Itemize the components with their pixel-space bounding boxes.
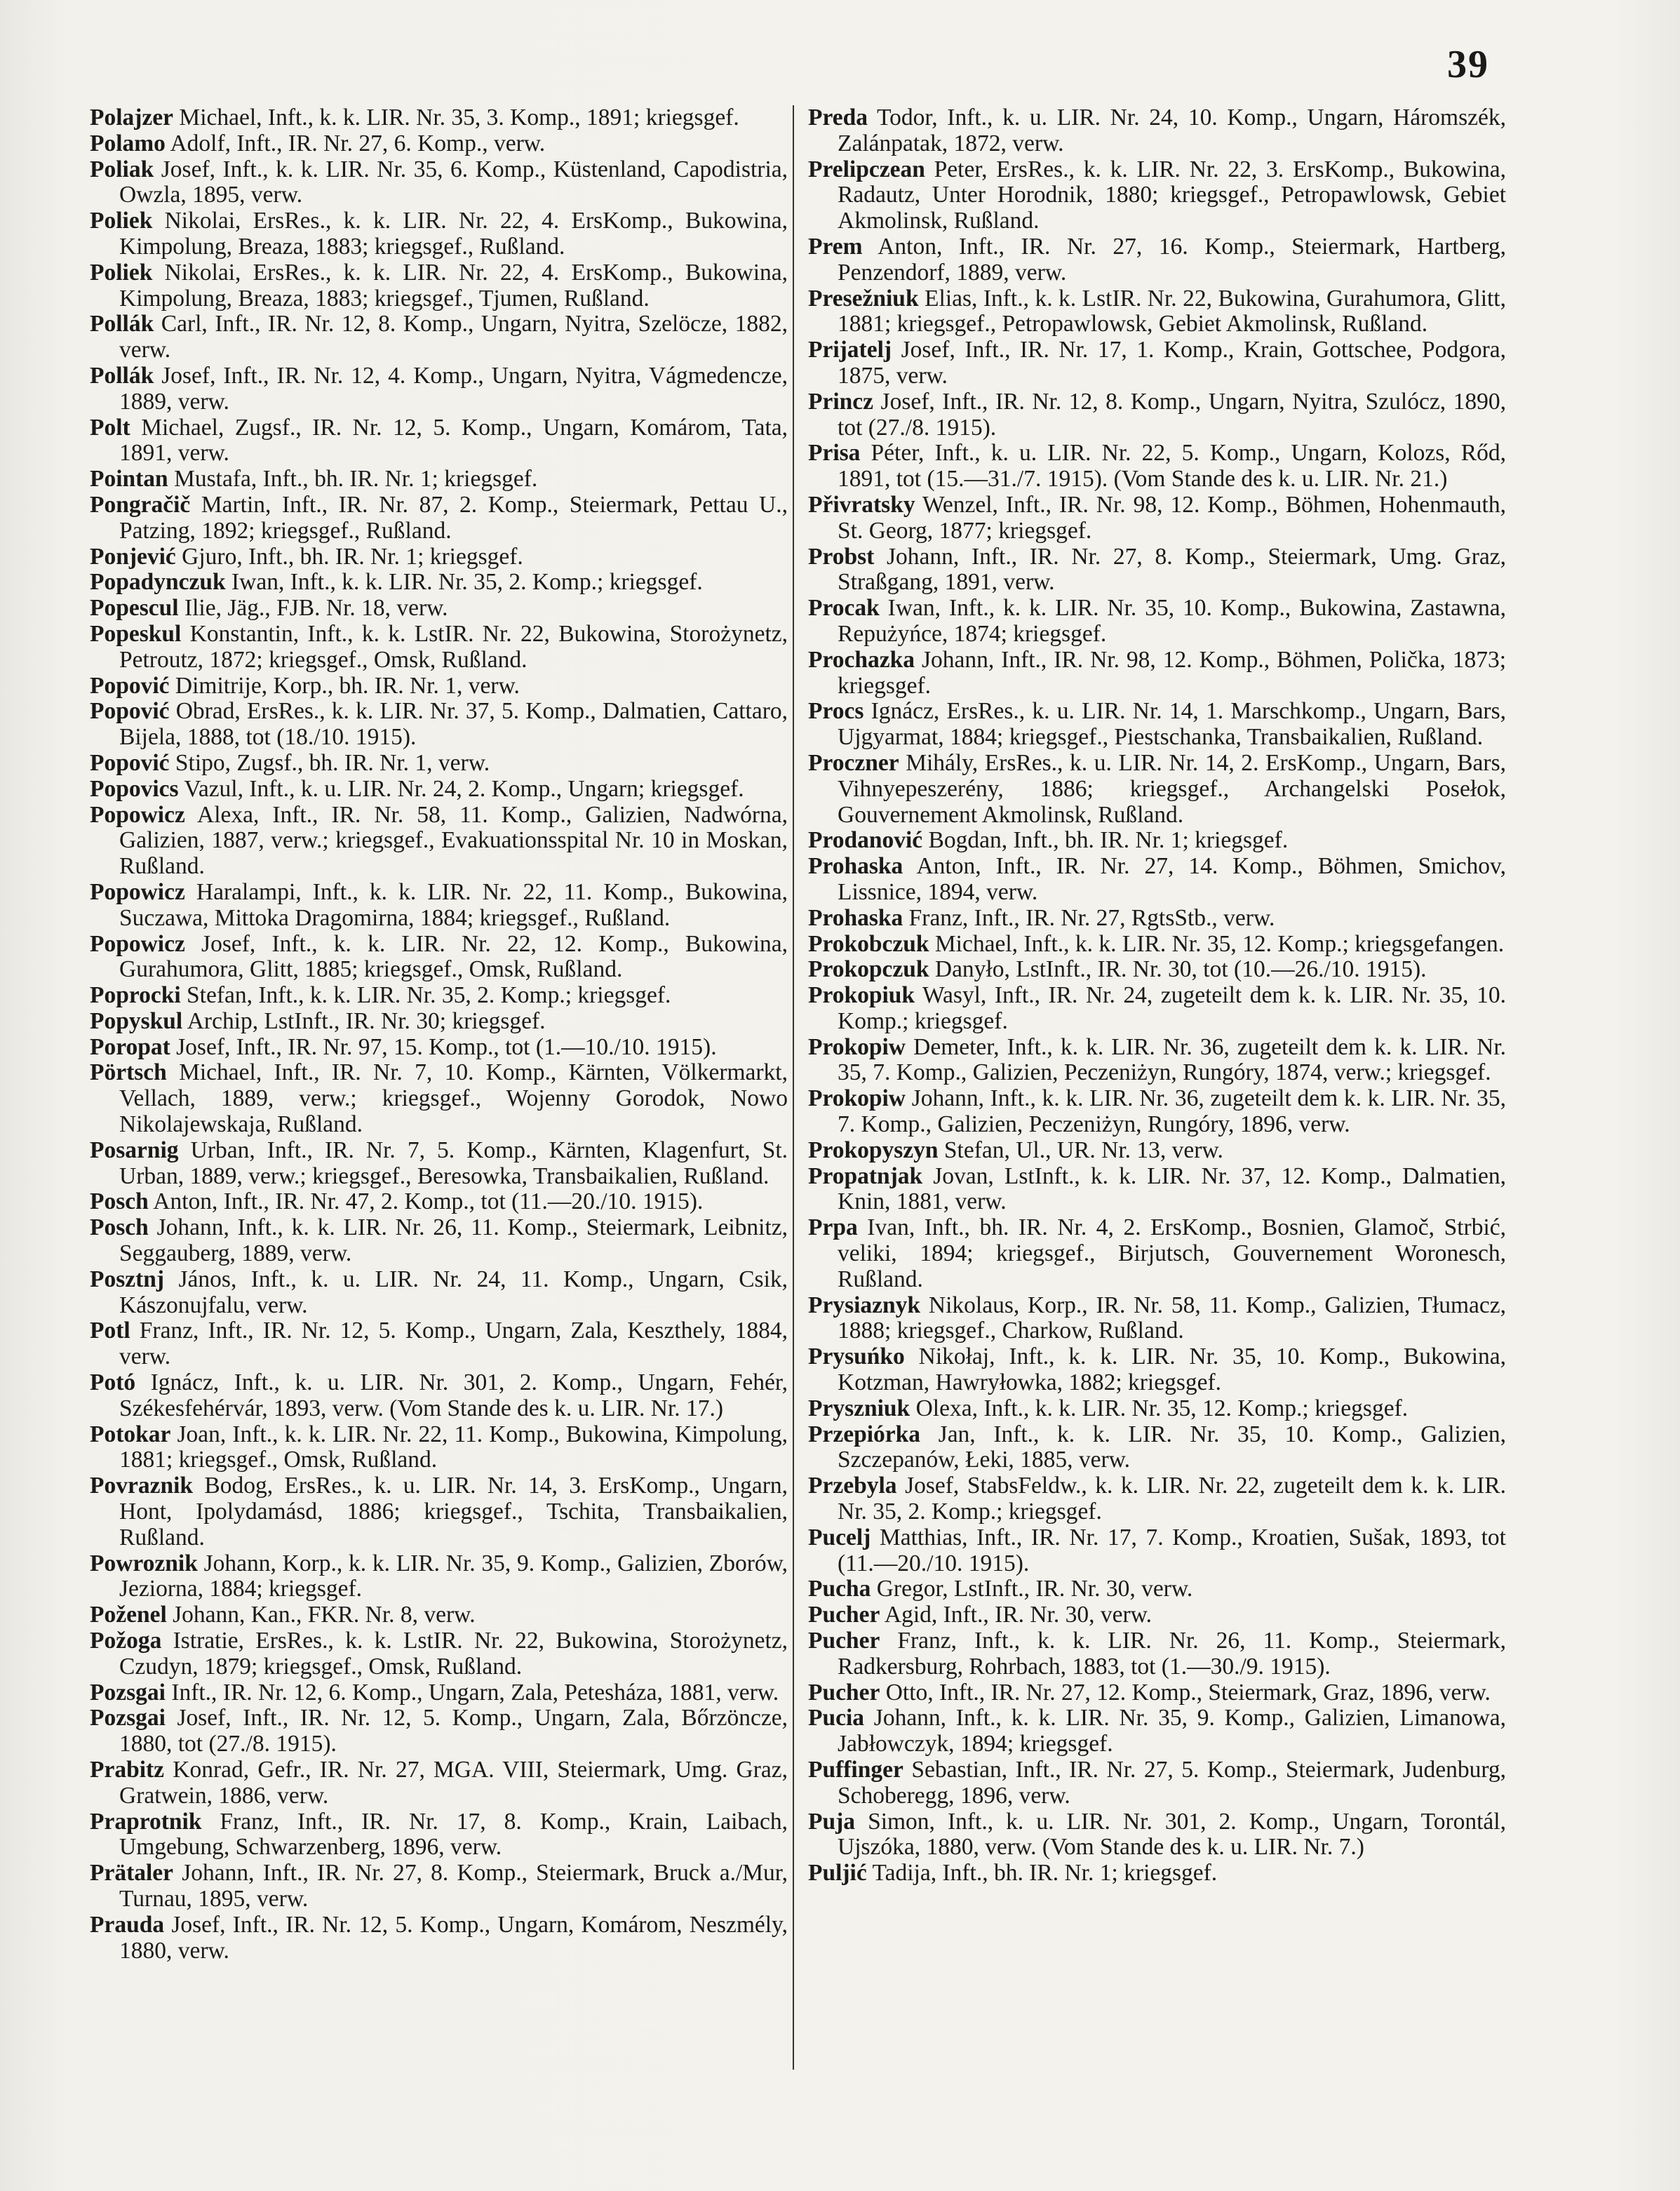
entry-surname: Poprocki bbox=[90, 982, 181, 1009]
list-entry bbox=[90, 1318, 788, 1370]
entry-details: Ilie, Jäg., FJB. Nr. 18, verw. bbox=[184, 595, 448, 622]
entry-surname: Procs bbox=[808, 698, 864, 725]
entry-details: Wenzel, Inft., IR. Nr. 98, 12. Komp., Böhmen, Hohenmauth, St. Georg, 1877; kriegsgef. bbox=[838, 491, 1506, 544]
entry-surname: Pozsgai bbox=[90, 1679, 166, 1706]
list-entry bbox=[90, 880, 788, 932]
entry-details: Josef, Inft., k. k. LIR. Nr. 22, 12. Komp., Bukowina, Gurahumora, Glitt, 1885; kriegsgef., Omsk, Rußland. bbox=[119, 930, 788, 983]
list-entry bbox=[90, 1009, 788, 1035]
entry-surname: Procak bbox=[808, 595, 880, 622]
list-entry bbox=[90, 1422, 788, 1474]
entry-surname: Poliek bbox=[90, 208, 153, 234]
entry-surname: Posarnig bbox=[90, 1137, 179, 1163]
entry-details: Gregor, LstInft., IR. Nr. 30, verw. bbox=[876, 1576, 1193, 1602]
entry-details: Carl, Inft., IR. Nr. 12, 8. Komp., Ungarn, Nyitra, Szelöcze, 1882, verw. bbox=[119, 311, 788, 363]
entry-details: Jovan, LstInft., k. k. LIR. Nr. 37, 12. Komp., Dalmatien, Knin, 1881, verw. bbox=[838, 1162, 1506, 1215]
entry-surname: Pucha bbox=[808, 1576, 871, 1602]
entry-surname: Pörtsch bbox=[90, 1059, 167, 1086]
list-entry bbox=[90, 363, 788, 415]
entry-details: Demeter, Inft., k. k. LIR. Nr. 36, zugeteilt dem k. k. LIR. Nr. 35, 7. Komp., Galizien, Peczeniżyn, Rungóry, 1874, verw.; kriegsgef. bbox=[838, 1033, 1506, 1086]
entry-details: Mustafa, Inft., bh. IR. Nr. 1; kriegsgef. bbox=[174, 466, 538, 493]
list-entry bbox=[90, 1706, 788, 1757]
entry-surname: Pucia bbox=[808, 1705, 865, 1731]
list-entry bbox=[90, 1628, 788, 1680]
entry-details: Anton, Inft., IR. Nr. 27, 16. Komp., Steiermark, Hartberg, Penzendorf, 1889, verw. bbox=[838, 233, 1506, 286]
entry-details: Josef, Inft., IR. Nr. 12, 4. Komp., Ungarn, Nyitra, Vágmedencze, 1889, verw. bbox=[119, 362, 788, 415]
entry-details: Inft., IR. Nr. 12, 6. Komp., Ungarn, Zala, Petesháza, 1881, verw. bbox=[171, 1679, 779, 1706]
entry-surname: Prokopyszyn bbox=[808, 1137, 939, 1163]
entry-details: Johann, Inft., IR. Nr. 98, 12. Komp., Böhmen, Polička, 1873; kriegsgef. bbox=[838, 646, 1506, 699]
entry-surname: Prisa bbox=[808, 440, 861, 467]
entry-details: Obrad, ErsRes., k. k. LIR. Nr. 37, 5. Komp., Dalmatien, Cattaro, Bijela, 1888, tot (18./10. 1915). bbox=[119, 698, 788, 751]
list-entry bbox=[90, 596, 788, 622]
entry-details: Anton, Inft., IR. Nr. 47, 2. Komp., tot (11.—20./10. 1915). bbox=[153, 1188, 704, 1215]
list-entry bbox=[90, 622, 788, 674]
list-entry bbox=[90, 467, 788, 493]
entry-details: Jan, Inft., k. k. LIR. Nr. 35, 10. Komp., Galizien, Szczepanów, Łeki, 1885, verw. bbox=[838, 1421, 1506, 1473]
entry-details: Vazul, Inft., k. u. LIR. Nr. 24, 2. Komp., Ungarn; kriegsgef. bbox=[184, 775, 744, 802]
list-entry bbox=[90, 1215, 788, 1267]
entry-details: Franz, Inft., IR. Nr. 27, RgtsStb., verw. bbox=[908, 904, 1275, 931]
entry-surname: Popowicz bbox=[90, 878, 185, 905]
entry-surname: Prätaler bbox=[90, 1860, 174, 1887]
entry-surname: Poliak bbox=[90, 156, 154, 182]
list-entry bbox=[808, 751, 1506, 828]
list-entry bbox=[808, 1525, 1506, 1577]
list-entry bbox=[90, 260, 788, 312]
entry-details: Mihály, ErsRes., k. u. LIR. Nr. 14, 2. ErsKomp., Ungarn, Bars, Vihnyepeszerény, 1886; kriegsgef., Archangelski Posełok, Gouvernement Akmolinsk, Rußland. bbox=[838, 749, 1506, 828]
entry-details: Danyło, LstInft., IR. Nr. 30, tot (10.—26./10. 1915). bbox=[934, 956, 1427, 983]
entry-details: Haralampi, Inft., k. k. LIR. Nr. 22, 11. Komp., Bukowina, Suczawa, Mittoka Dragomirna, 1884; kriegsgef., Rußland. bbox=[119, 878, 788, 931]
entry-surname: Posch bbox=[90, 1188, 149, 1215]
page-number: 39 bbox=[1447, 43, 1489, 86]
list-entry bbox=[90, 1602, 788, 1628]
entry-surname: Přivratsky bbox=[808, 491, 915, 518]
entry-surname: Prabitz bbox=[90, 1757, 165, 1783]
list-entry bbox=[90, 131, 788, 157]
entry-surname: Prodanović bbox=[808, 827, 923, 854]
list-entry bbox=[90, 983, 788, 1009]
entry-surname: Prijatelj bbox=[808, 337, 892, 363]
entry-surname: Prohaska bbox=[808, 904, 903, 931]
list-entry bbox=[90, 751, 788, 777]
entry-surname: Przebyla bbox=[808, 1473, 897, 1499]
entry-details: Ivan, Inft., bh. IR. Nr. 4, 2. ErsKomp., Bosnien, Glamoč, Strbić, veliki, 1894; kriegsgef., Birjutsch, Gouvernement Woronesch, Rußland. bbox=[838, 1214, 1506, 1292]
entry-details: Josef, Inft., IR. Nr. 12, 8. Komp., Ungarn, Nyitra, Szulócz, 1890, tot (27./8. 1915). bbox=[838, 388, 1506, 441]
entry-surname: Popescul bbox=[90, 595, 179, 622]
list-entry bbox=[808, 1396, 1506, 1422]
list-entry bbox=[90, 1912, 788, 1964]
list-entry bbox=[808, 1680, 1506, 1706]
entry-surname: Prem bbox=[808, 233, 863, 260]
entry-details: Michael, Inft., k. k. LIR. Nr. 35, 3. Komp., 1891; kriegsgef. bbox=[179, 105, 739, 130]
list-entry bbox=[90, 1138, 788, 1190]
entry-surname: Prokopiw bbox=[808, 1085, 906, 1112]
entry-details: Johann, Korp., k. k. LIR. Nr. 35, 9. Komp., Galizien, Zborów, Jeziorna, 1884; kriegsgef. bbox=[119, 1550, 788, 1602]
entry-surname: Prochazka bbox=[808, 646, 915, 673]
entry-surname: Propatnjak bbox=[808, 1162, 923, 1189]
entry-details: Konrad, Gefr., IR. Nr. 27, MGA. VIII, Steiermark, Umg. Graz, Gratwein, 1886, verw. bbox=[119, 1757, 788, 1809]
list-entry bbox=[90, 1473, 788, 1550]
entry-surname: Pozsgai bbox=[90, 1705, 166, 1731]
entry-details: Michael, Inft., IR. Nr. 7, 10. Komp., Kärnten, Völkermarkt, Vellach, 1889, verw.; kriegsgef., Wojenny Gorodok, Nowo Nikolajewskaja, Rußland. bbox=[119, 1059, 788, 1138]
list-entry bbox=[808, 828, 1506, 854]
entry-details: Josef, Inft., k. k. LIR. Nr. 35, 6. Komp., Küstenland, Capodistria, Owzla, 1895, verw. bbox=[119, 156, 788, 208]
entry-surname: Pointan bbox=[90, 466, 168, 493]
entry-details: Konstantin, Inft., k. k. LstIR. Nr. 22, Bukowina, Storożynetz, Petroutz, 1872; kriegsgef., Omsk, Rußland. bbox=[119, 620, 788, 673]
entry-details: Stefan, Ul., UR. Nr. 13, verw. bbox=[943, 1137, 1223, 1163]
list-entry bbox=[90, 1370, 788, 1422]
entry-details: Nikołaj, Inft., k. k. LIR. Nr. 35, 10. Komp., Bukowina, Kotzman, Hawryłowka, 1882; kriegsgef. bbox=[838, 1344, 1506, 1396]
entry-surname: Polamo bbox=[90, 130, 166, 156]
list-entry bbox=[808, 1344, 1506, 1396]
entry-surname: Popeskul bbox=[90, 620, 182, 647]
left-column bbox=[90, 105, 788, 2168]
entry-details: Franz, Inft., IR. Nr. 12, 5. Komp., Ungarn, Zala, Keszthely, 1884, verw. bbox=[119, 1318, 788, 1370]
entry-details: Olexa, Inft., k. k. LIR. Nr. 35, 12. Komp.; kriegsgef. bbox=[915, 1395, 1409, 1421]
entry-surname: Požoga bbox=[90, 1628, 162, 1654]
entry-details: Bogdan, Inft., bh. IR. Nr. 1; kriegsgef. bbox=[928, 827, 1289, 854]
entry-details: Agid, Inft., IR. Nr. 30, verw. bbox=[884, 1602, 1153, 1628]
entry-details: Dimitrije, Korp., bh. IR. Nr. 1, verw. bbox=[175, 672, 520, 699]
entry-details: Ignácz, Inft., k. u. LIR. Nr. 301, 2. Komp., Ungarn, Fehér, Székesfehérvár, 1893, verw. (Vom Stande des k. u. LIR. Nr. 17.) bbox=[119, 1369, 788, 1421]
list-entry bbox=[808, 1706, 1506, 1757]
list-entry bbox=[90, 1757, 788, 1809]
entry-details: Otto, Inft., IR. Nr. 27, 12. Komp., Steiermark, Graz, 1896, verw. bbox=[885, 1679, 1491, 1706]
entry-surname: Prysuńko bbox=[808, 1344, 905, 1370]
entry-surname: Polajzer bbox=[90, 105, 174, 130]
entry-details: Urban, Inft., IR. Nr. 7, 5. Komp., Kärnten, Klagenfurt, St. Urban, 1889, verw.; kriegsgef., Beresowka, Transbaikalien, Rußland. bbox=[119, 1137, 788, 1189]
entry-surname: Presežniuk bbox=[808, 285, 919, 311]
entry-details: Simon, Inft., k. u. LIR. Nr. 301, 2. Komp., Ungarn, Torontál, Ujszóka, 1880, verw. (Vom Stande des k. u. LIR. Nr. 7.) bbox=[838, 1808, 1506, 1861]
list-entry bbox=[808, 957, 1506, 983]
list-entry bbox=[808, 1138, 1506, 1164]
list-entry bbox=[808, 1602, 1506, 1628]
list-entry bbox=[90, 415, 788, 467]
entry-surname: Popowicz bbox=[90, 801, 185, 828]
entry-details: Anton, Inft., IR. Nr. 27, 14. Komp., Böhmen, Smichov, Lissnice, 1894, verw. bbox=[838, 853, 1506, 905]
list-entry bbox=[808, 105, 1506, 157]
list-entry bbox=[808, 699, 1506, 751]
list-entry bbox=[808, 1809, 1506, 1861]
list-entry bbox=[808, 1576, 1506, 1602]
entry-surname: Prokopczuk bbox=[808, 956, 929, 983]
entry-surname: Pryszniuk bbox=[808, 1395, 910, 1421]
list-entry bbox=[808, 932, 1506, 958]
entry-surname: Powroznik bbox=[90, 1550, 198, 1576]
entry-details: Johann, Inft., IR. Nr. 27, 8. Komp., Steiermark, Umg. Graz, Straßgang, 1891, verw. bbox=[838, 543, 1506, 596]
entry-details: Josef, Inft., IR. Nr. 17, 1. Komp., Krain, Gottschee, Podgora, 1875, verw. bbox=[838, 337, 1506, 389]
list-entry bbox=[808, 1861, 1506, 1887]
entry-surname: Praprotnik bbox=[90, 1808, 202, 1835]
entry-details: Johann, Kan., FKR. Nr. 8, verw. bbox=[173, 1602, 476, 1628]
entry-surname: Potó bbox=[90, 1369, 136, 1396]
entry-details: Adolf, Inft., IR. Nr. 27, 6. Komp., verw. bbox=[170, 130, 546, 156]
entry-details: Johann, Inft., k. k. LIR. Nr. 35, 9. Komp., Galizien, Limanowa, Jabłowczyk, 1894; kriegsgef. bbox=[838, 1705, 1506, 1757]
entry-surname: Poženel bbox=[90, 1602, 167, 1628]
entry-details: Nikolaus, Korp., IR. Nr. 58, 11. Komp., Galizien, Tłumacz, 1888; kriegsgef., Charkow, Rußland. bbox=[838, 1292, 1506, 1344]
entry-details: Stefan, Inft., k. k. LIR. Nr. 35, 2. Komp.; kriegsgef. bbox=[187, 982, 671, 1009]
entry-details: Michael, Inft., k. k. LIR. Nr. 35, 12. Komp.; kriegsgefangen. bbox=[934, 930, 1505, 957]
list-entry bbox=[90, 570, 788, 596]
entry-surname: Pollák bbox=[90, 362, 154, 389]
list-entry bbox=[90, 1267, 788, 1319]
entry-details: Joan, Inft., k. k. LIR. Nr. 22, 11. Komp., Bukowina, Kimpolung, 1881; kriegsgef., Omsk, Rußland. bbox=[119, 1421, 788, 1473]
entry-details: Matthias, Inft., IR. Nr. 17, 7. Komp., Kroatien, Sušak, 1893, tot (11.—20./10. 1915). bbox=[838, 1524, 1506, 1576]
list-entry bbox=[808, 1164, 1506, 1216]
list-entry bbox=[90, 105, 788, 131]
entry-surname: Potokar bbox=[90, 1421, 171, 1447]
entry-surname: Przepiórka bbox=[808, 1421, 921, 1447]
entry-surname: Prokopiuk bbox=[808, 982, 915, 1009]
list-entry bbox=[90, 1060, 788, 1137]
right-column bbox=[808, 105, 1506, 2168]
entry-details: Franz, Inft., k. k. LIR. Nr. 26, 11. Komp., Steiermark, Radkersburg, Rohrbach, 1883, tot (1.—30./9. 1915). bbox=[838, 1628, 1506, 1680]
entry-details: Ignácz, ErsRes., k. u. LIR. Nr. 14, 1. Marschkomp., Ungarn, Bars, Ujgyarmat, 1884; kriegsgef., Piestschanka, Transbaikalien, Rußland. bbox=[838, 698, 1506, 751]
list-entry bbox=[808, 337, 1506, 389]
entry-details: Michael, Zugsf., IR. Nr. 12, 5. Komp., Ungarn, Komárom, Tata, 1891, verw. bbox=[119, 414, 788, 467]
list-entry bbox=[808, 389, 1506, 441]
entry-surname: Posch bbox=[90, 1214, 149, 1241]
entry-surname: Princz bbox=[808, 388, 874, 415]
entry-details: Wasyl, Inft., IR. Nr. 24, zugeteilt dem k. k. LIR. Nr. 35, 10. Komp.; kriegsgef. bbox=[838, 982, 1506, 1034]
list-entry bbox=[808, 1035, 1506, 1087]
list-entry bbox=[90, 1680, 788, 1706]
entry-surname: Popović bbox=[90, 672, 170, 699]
entry-details: Bodog, ErsRes., k. u. LIR. Nr. 14, 3. ErsKomp., Ungarn, Hont, Ipolydamásd, 1886; kriegsgef., Tschita, Transbaikalien, Rußland. bbox=[119, 1473, 788, 1550]
entry-surname: Prauda bbox=[90, 1911, 165, 1938]
entry-surname: Popović bbox=[90, 749, 170, 776]
list-entry bbox=[90, 777, 788, 803]
list-entry bbox=[808, 648, 1506, 699]
entry-details: Gjuro, Inft., bh. IR. Nr. 1; kriegsgef. bbox=[182, 543, 523, 570]
list-entry bbox=[808, 1293, 1506, 1345]
entry-surname: Prokopiw bbox=[808, 1033, 906, 1060]
entry-surname: Ponjević bbox=[90, 543, 176, 570]
entry-details: Nikolai, ErsRes., k. k. LIR. Nr. 22, 4. ErsKomp., Bukowina, Kimpolung, Breaza, 1883; kriegsgef., Tjumen, Rußland. bbox=[119, 259, 788, 311]
entry-surname: Prysiaznyk bbox=[808, 1292, 921, 1318]
list-entry bbox=[808, 1086, 1506, 1138]
entry-surname: Prpa bbox=[808, 1214, 858, 1241]
entry-surname: Preda bbox=[808, 105, 868, 130]
entry-details: Josef, Inft., IR. Nr. 12, 5. Komp., Ungarn, Komárom, Neszmély, 1880, verw. bbox=[119, 1911, 788, 1964]
list-entry bbox=[808, 854, 1506, 906]
entry-surname: Pucher bbox=[808, 1679, 880, 1706]
entry-details: Iwan, Inft., k. k. LIR. Nr. 35, 10. Komp., Bukowina, Zastawna, Repużyńce, 1874; kriegsgef. bbox=[838, 595, 1506, 647]
list-entry bbox=[808, 983, 1506, 1035]
entry-surname: Poropat bbox=[90, 1033, 170, 1060]
entry-surname: Poliek bbox=[90, 259, 153, 286]
entry-details: Péter, Inft., k. u. LIR. Nr. 22, 5. Komp., Ungarn, Kolozs, Rőd, 1891, tot (15.—31./7. 1915). (Vom Stande des k. u. LIR. Nr. 21.) bbox=[838, 440, 1506, 493]
list-entry bbox=[90, 1809, 788, 1861]
entry-surname: Popadynczuk bbox=[90, 569, 226, 596]
entry-details: Martin, Inft., IR. Nr. 87, 2. Komp., Steiermark, Pettau U., Patzing, 1892; kriegsgef., Rußland. bbox=[119, 491, 788, 544]
list-entry bbox=[808, 544, 1506, 596]
entry-details: Stipo, Zugsf., bh. IR. Nr. 1, verw. bbox=[175, 749, 490, 776]
entry-details: Josef, Inft., IR. Nr. 12, 5. Komp., Ungarn, Zala, Bőrzöncze, 1880, tot (27./8. 1915). bbox=[119, 1705, 788, 1757]
entry-surname: Prelipczean bbox=[808, 156, 925, 182]
list-entry bbox=[808, 441, 1506, 493]
list-entry bbox=[90, 1861, 788, 1912]
entry-details: Johann, Inft., IR. Nr. 27, 8. Komp., Steiermark, Bruck a./Mur, Turnau, 1895, verw. bbox=[119, 1860, 788, 1912]
entry-surname: Popyskul bbox=[90, 1007, 183, 1034]
list-entry bbox=[90, 544, 788, 570]
entry-details: Peter, ErsRes., k. k. LIR. Nr. 22, 3. ErsKomp., Bukowina, Radautz, Unter Horodnik, 1880; kriegsgef., Petropawlowsk, Gebiet Akmolinsk, Rußland. bbox=[838, 156, 1506, 234]
entry-surname: Pongračič bbox=[90, 491, 191, 518]
entry-details: Sebastian, Inft., IR. Nr. 27, 5. Komp., Steiermark, Judenburg, Schoberegg, 1896, verw. bbox=[838, 1757, 1506, 1809]
entry-details: Iwan, Inft., k. k. LIR. Nr. 35, 2. Komp.; kriegsgef. bbox=[231, 569, 703, 596]
list-entry bbox=[808, 157, 1506, 234]
entry-surname: Puljić bbox=[808, 1860, 867, 1887]
entry-surname: Prokobczuk bbox=[808, 930, 929, 957]
entry-surname: Pucher bbox=[808, 1602, 880, 1628]
list-entry bbox=[808, 1628, 1506, 1680]
entry-details: Elias, Inft., k. k. LstIR. Nr. 22, Bukowina, Gurahumora, Glitt, 1881; kriegsgef., Petropawlowsk, Gebiet Akmolinsk, Rußland. bbox=[838, 285, 1506, 337]
entry-surname: Polt bbox=[90, 414, 130, 441]
list-entry bbox=[808, 906, 1506, 932]
list-entry bbox=[90, 699, 788, 751]
entry-surname: Prohaska bbox=[808, 853, 903, 880]
list-entry bbox=[90, 493, 788, 544]
entry-surname: Popovics bbox=[90, 775, 179, 802]
entry-details: Istratie, ErsRes., k. k. LstIR. Nr. 22, Bukowina, Storożynetz, Czudyn, 1879; kriegsgef., Omsk, Rußland. bbox=[119, 1628, 788, 1680]
entry-details: János, Inft., k. u. LIR. Nr. 24, 11. Komp., Ungarn, Csik, Kászonujfalu, verw. bbox=[119, 1266, 788, 1318]
list-entry bbox=[90, 208, 788, 260]
entry-details: Alexa, Inft., IR. Nr. 58, 11. Komp., Galizien, Nadwórna, Galizien, 1887, verw.; kriegsgef., Evakuationsspital Nr. 10 in Moskan, Rußland. bbox=[119, 801, 788, 880]
list-entry bbox=[90, 932, 788, 984]
entry-surname: Pucelj bbox=[808, 1524, 871, 1550]
list-entry bbox=[808, 286, 1506, 338]
entry-details: Nikolai, ErsRes., k. k. LIR. Nr. 22, 4. ErsKomp., Bukowina, Kimpolung, Breaza, 1883; kriegsgef., Rußland. bbox=[119, 208, 788, 260]
entry-details: Todor, Inft., k. u. LIR. Nr. 24, 10. Komp., Ungarn, Háromszék, Zalánpatak, 1872, verw. bbox=[838, 105, 1506, 156]
list-entry bbox=[808, 1422, 1506, 1474]
list-entry bbox=[90, 674, 788, 699]
entry-details: Johann, Inft., k. k. LIR. Nr. 26, 11. Komp., Steiermark, Leibnitz, Seggauberg, 1889, verw. bbox=[119, 1214, 788, 1267]
list-entry bbox=[808, 596, 1506, 648]
list-entry bbox=[90, 311, 788, 363]
list-entry bbox=[808, 234, 1506, 286]
list-entry bbox=[808, 1757, 1506, 1809]
entry-surname: Pucher bbox=[808, 1628, 880, 1654]
entry-details: Franz, Inft., IR. Nr. 17, 8. Komp., Krain, Laibach, Umgebung, Schwarzenberg, 1896, verw. bbox=[119, 1808, 788, 1861]
list-entry bbox=[90, 803, 788, 880]
entry-surname: Potl bbox=[90, 1318, 130, 1344]
column-divider bbox=[793, 105, 794, 2070]
entry-surname: Povraznik bbox=[90, 1473, 194, 1499]
entry-details: Josef, Inft., IR. Nr. 97, 15. Komp., tot (1.—10./10. 1915). bbox=[176, 1033, 717, 1060]
list-entry bbox=[808, 1473, 1506, 1525]
entry-surname: Popović bbox=[90, 698, 170, 725]
list-entry bbox=[808, 493, 1506, 544]
entry-surname: Popowicz bbox=[90, 930, 185, 957]
entry-surname: Posztnj bbox=[90, 1266, 165, 1292]
entry-details: Tadija, Inft., bh. IR. Nr. 1; kriegsgef. bbox=[872, 1860, 1218, 1887]
entry-surname: Pollák bbox=[90, 311, 154, 337]
entry-surname: Puffinger bbox=[808, 1757, 903, 1783]
list-entry bbox=[90, 1551, 788, 1603]
list-entry bbox=[90, 1035, 788, 1061]
list-entry bbox=[90, 157, 788, 209]
entry-surname: Probst bbox=[808, 543, 875, 570]
entry-surname: Puja bbox=[808, 1808, 855, 1835]
list-entry bbox=[90, 1189, 788, 1215]
entry-surname: Proczner bbox=[808, 749, 899, 776]
list-entry bbox=[808, 1215, 1506, 1292]
entry-details: Josef, StabsFeldw., k. k. LIR. Nr. 22, zugeteilt dem k. k. LIR. Nr. 35, 2. Komp.; kriegsgef. bbox=[838, 1473, 1506, 1525]
entry-details: Johann, Inft., k. k. LIR. Nr. 36, zugeteilt dem k. k. LIR. Nr. 35, 7. Komp., Galizien, Peczeniżyn, Rungóry, 1896, verw. bbox=[838, 1085, 1506, 1138]
entry-details: Archip, LstInft., IR. Nr. 30; kriegsgef. bbox=[187, 1007, 546, 1034]
